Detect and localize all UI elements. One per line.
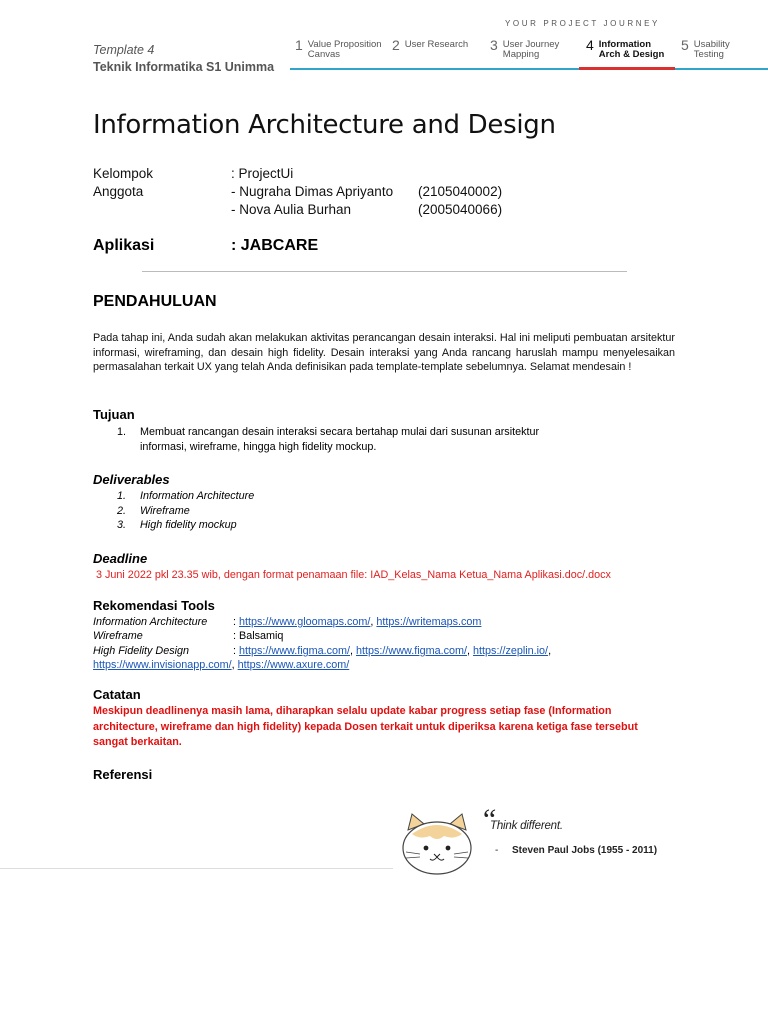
step-label: User Journey Mapping — [502, 39, 560, 60]
step-label: User Research — [404, 39, 469, 50]
tools-list — [93, 615, 551, 672]
member-name: - Nugraha Dimas Apriyanto — [231, 184, 394, 199]
kelompok-value: : ProjectUi — [231, 166, 294, 181]
tool-row — [93, 629, 551, 643]
tool-link[interactable]: https://www.figma.com/ — [239, 644, 351, 657]
member-id: (2005040066) — [418, 202, 503, 217]
tool-label: Wireframe — [93, 630, 143, 643]
tool-value: : Balsamiq — [233, 630, 284, 643]
journey-title: YOUR PROJECT JOURNEY — [505, 19, 660, 28]
tujuan-heading: Tujuan — [93, 407, 135, 422]
tool-row: High Fidelity Design : https://www.figma.com/, https://www.figma.com/, https://zeplin.io/, — [93, 644, 552, 657]
tool-label: Information Architecture — [93, 616, 208, 628]
journey-step-2 — [392, 38, 468, 53]
list-item: 3. High fidelity mockup — [117, 519, 237, 531]
journey-active-indicator — [579, 67, 675, 70]
journey-step-3 — [490, 38, 559, 60]
kelompok-row — [93, 166, 293, 181]
tool-link[interactable]: https://www.gloomaps.com/ — [239, 616, 371, 628]
catatan-heading: Catatan — [93, 687, 141, 702]
page-title: Information Architecture and Design — [93, 110, 556, 140]
journey-step-5 — [681, 38, 730, 60]
footer-divider — [0, 868, 393, 869]
aplikasi-row — [93, 237, 318, 255]
tool-link[interactable]: https://www.axure.com/ — [237, 658, 350, 671]
journey-step-1 — [295, 38, 382, 60]
quote-author: - Steven Paul Jobs (1955 - 2011) — [495, 845, 658, 856]
tool-link[interactable]: https://zeplin.io/ — [473, 644, 549, 657]
deliverables-list — [117, 489, 254, 533]
institution-label: Teknik Informatika S1 Unimma — [93, 60, 275, 74]
quote-text: Think different. — [490, 820, 563, 832]
cat-face-icon — [398, 812, 476, 876]
tool-label: High Fidelity Design — [93, 644, 190, 657]
anggota-row — [93, 184, 502, 199]
journey-step-4 — [586, 38, 664, 60]
list-item: 1. Information Architecture — [117, 490, 255, 502]
list-item: 1. Membuat rancangan desain interaksi secara bertahap mulai dari susunan arsitektur informasi, wireframe, hingga high fidelity mockup. — [117, 426, 540, 453]
step-label: Value Proposition Canvas — [307, 39, 382, 60]
tool-link[interactable]: https://writemaps.com — [376, 616, 482, 628]
step-number: 1 — [295, 37, 303, 53]
pendahuluan-text: Pada tahap ini, Anda sudah akan melakukan aktivitas perancangan desain interaksi. Hal ini meliputi pembuatan arsitektur informasi, wireframing, dan desain high fidelity. Desain interaksi yang Anda rancang haruslah mampu menyelesaikan permasalahan terkait UX yang telah Anda definisikan pada template-template sebelumnya. Selamat mendesain ! — [93, 332, 675, 373]
tools-heading: Rekomendasi Tools — [93, 598, 215, 613]
step-label: Usability Testing — [693, 39, 730, 60]
step-number: 5 — [681, 37, 689, 53]
tool-row: https://www.invisionapp.com/, https://www.axure.com/ — [93, 658, 350, 671]
referensi-heading: Referensi — [93, 767, 153, 782]
list-item: 2. Wireframe — [117, 504, 190, 517]
kelompok-label: Kelompok — [93, 166, 154, 181]
quote-mark: “ — [480, 803, 497, 836]
tool-row: Information Architecture : https://www.gloomaps.com/, https://writemaps.com — [93, 616, 482, 628]
anggota-row — [93, 202, 502, 217]
step-number: 3 — [490, 37, 498, 53]
deadline-text: 3 Juni 2022 pkl 23.35 wib, dengan format penamaan file: IAD_Kelas_Nama Ketua_Nama Aplikasi.doc/.docx — [96, 569, 611, 581]
step-number: 2 — [392, 37, 400, 53]
tool-link[interactable]: https://www.invisionapp.com/ — [93, 658, 232, 671]
pendahuluan-heading: PENDAHULUAN — [93, 293, 217, 310]
aplikasi-value: : JABCARE — [231, 237, 319, 254]
template-label: Template 4 — [93, 43, 155, 57]
journey-line — [290, 68, 768, 70]
aplikasi-label: Aplikasi — [93, 237, 155, 254]
member-id: (2105040002) — [418, 184, 503, 199]
tujuan-list — [117, 425, 539, 454]
deliverables-heading: Deliverables — [93, 472, 170, 487]
deadline-heading: Deadline — [93, 551, 148, 566]
member-name: - Nova Aulia Burhan — [231, 202, 352, 217]
catatan-text: Meskipun deadlinenya masih lama, diharapkan selalu update kabar progress setiap fase (Information architecture, wireframe dan high fidelity) kepada Dosen terkait untuk diperiksa karena ketiga fase tersebut sangat berkaitan. — [93, 705, 638, 748]
tool-link[interactable]: https://www.figma.com/ — [356, 644, 468, 657]
anggota-label: Anggota — [93, 184, 144, 199]
divider — [142, 271, 627, 272]
step-number: 4 — [586, 37, 594, 53]
step-label: Information Arch & Design — [598, 39, 665, 60]
